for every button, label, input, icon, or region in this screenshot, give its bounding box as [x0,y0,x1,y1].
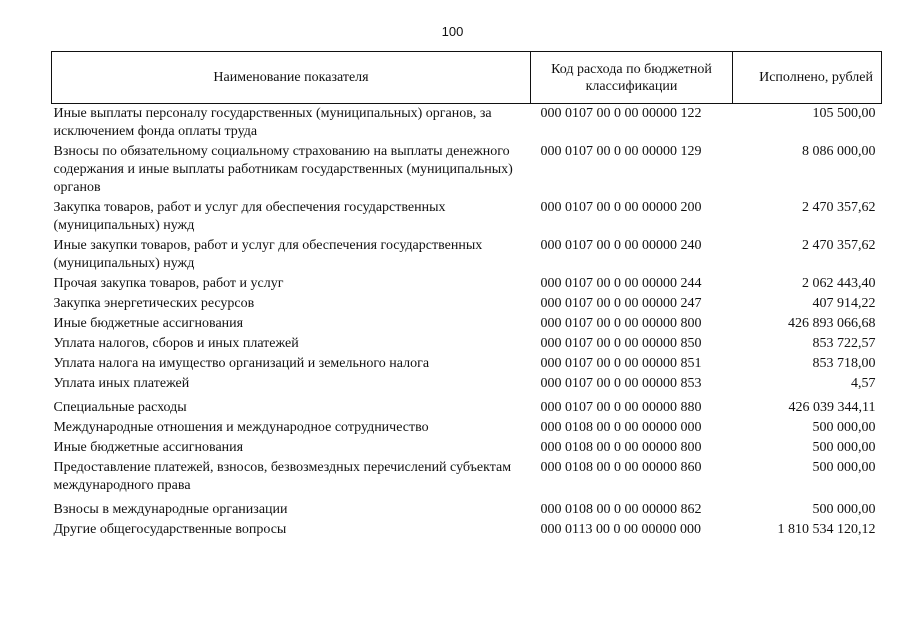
row-indicator-name: Иные бюджетные ассигнования [53,316,244,331]
row-executed-amount: 500 000,00 [812,440,876,455]
row-budget-code: 000 0108 00 0 00 00000 862 [540,502,702,517]
row-executed-amount: 853 718,00 [812,356,876,371]
row-indicator-name: Уплата налога на имущество организаций и земельного налога [53,356,430,371]
row-indicator-name: Закупка товаров, работ и услуг для обеспечения государственных (муниципальных) нужд [53,200,446,233]
table-row [52,104,882,143]
header-indicator-name: Наименование показателя [52,52,531,104]
page-number: 100 [441,24,464,39]
row-budget-code: 000 0107 00 0 00 00000 853 [540,376,702,391]
row-budget-code: 000 0107 00 0 00 00000 122 [540,106,702,121]
row-budget-code: 000 0107 00 0 00 00000 200 [540,200,702,215]
row-indicator-name: Уплата иных платежей [53,376,190,391]
row-indicator-name: Закупка энергетических ресурсов [53,296,255,311]
row-budget-code: 000 0108 00 0 00 00000 800 [540,440,702,455]
row-indicator-name: Прочая закупка товаров, работ и услуг [53,276,284,291]
table-row [52,520,882,540]
row-executed-amount: 500 000,00 [812,502,876,517]
row-indicator-name: Иные выплаты персоналу государственных (муниципальных) органов, за исключением фонда оплаты труда [53,106,492,139]
table-header [52,52,882,104]
table-row [52,334,882,354]
table-row [52,458,882,496]
row-executed-amount: 2 470 357,62 [802,200,876,215]
row-executed-amount: 2 062 443,40 [802,276,876,291]
table-row [52,374,882,394]
row-indicator-name: Международные отношения и международное сотрудничество [53,420,429,435]
row-executed-amount: 500 000,00 [812,420,876,435]
row-budget-code: 000 0108 00 0 00 00000 860 [540,460,702,475]
row-budget-code: 000 0113 00 0 00 00000 000 [540,522,701,537]
table-row [52,418,882,438]
row-executed-amount: 426 893 066,68 [788,316,876,331]
row-budget-code: 000 0107 00 0 00 00000 240 [540,238,702,253]
row-budget-code: 000 0107 00 0 00 00000 880 [540,400,702,415]
table-row [52,438,882,458]
row-budget-code: 000 0107 00 0 00 00000 850 [540,336,702,351]
table-row [52,496,882,520]
row-budget-code: 000 0107 00 0 00 00000 800 [540,316,702,331]
table-row [52,294,882,314]
row-executed-amount: 426 039 344,11 [788,400,876,415]
row-executed-amount: 8 086 000,00 [802,144,876,159]
table-row [52,314,882,334]
row-indicator-name: Взносы по обязательному социальному страхованию на выплаты денежного содержания и иные выплаты работникам государственных (муниципальных) органов [53,144,513,195]
row-executed-amount: 500 000,00 [812,460,876,475]
row-budget-code: 000 0107 00 0 00 00000 247 [540,296,702,311]
table-row [52,394,882,418]
table-body [52,104,882,541]
row-indicator-name: Иные бюджетные ассигнования [53,440,244,455]
table-row [52,198,882,236]
row-indicator-name: Иные закупки товаров, работ и услуг для обеспечения государственных (муниципальных) нужд [53,238,483,271]
row-budget-code: 000 0108 00 0 00 00000 000 [540,420,702,435]
row-executed-amount: 2 470 357,62 [802,238,876,253]
header-executed-amount: Исполнено, рублей [733,52,882,104]
row-indicator-name: Предоставление платежей, взносов, безвозмездных перечислений субъектам международного права [53,460,512,493]
row-executed-amount: 853 722,57 [812,336,876,351]
row-executed-amount: 4,57 [851,376,876,391]
table-row [52,274,882,294]
row-executed-amount: 105 500,00 [812,106,876,121]
header-budget-code: Код расхода по бюджетной классификации [531,52,733,104]
row-indicator-name: Взносы в международные организации [53,502,288,517]
row-indicator-name: Другие общегосударственные вопросы [53,522,287,537]
header-row [52,52,882,104]
row-indicator-name: Уплата налогов, сборов и иных платежей [53,336,299,351]
table-row [52,142,882,198]
row-indicator-name: Специальные расходы [53,400,187,415]
budget-execution-table [51,51,882,540]
table-row [52,236,882,274]
row-executed-amount: 407 914,22 [812,296,876,311]
table-row [52,354,882,374]
row-budget-code: 000 0107 00 0 00 00000 244 [540,276,702,291]
row-executed-amount: 1 810 534 120,12 [777,522,876,537]
row-budget-code: 000 0107 00 0 00 00000 851 [540,356,702,371]
row-budget-code: 000 0107 00 0 00 00000 129 [540,144,702,159]
